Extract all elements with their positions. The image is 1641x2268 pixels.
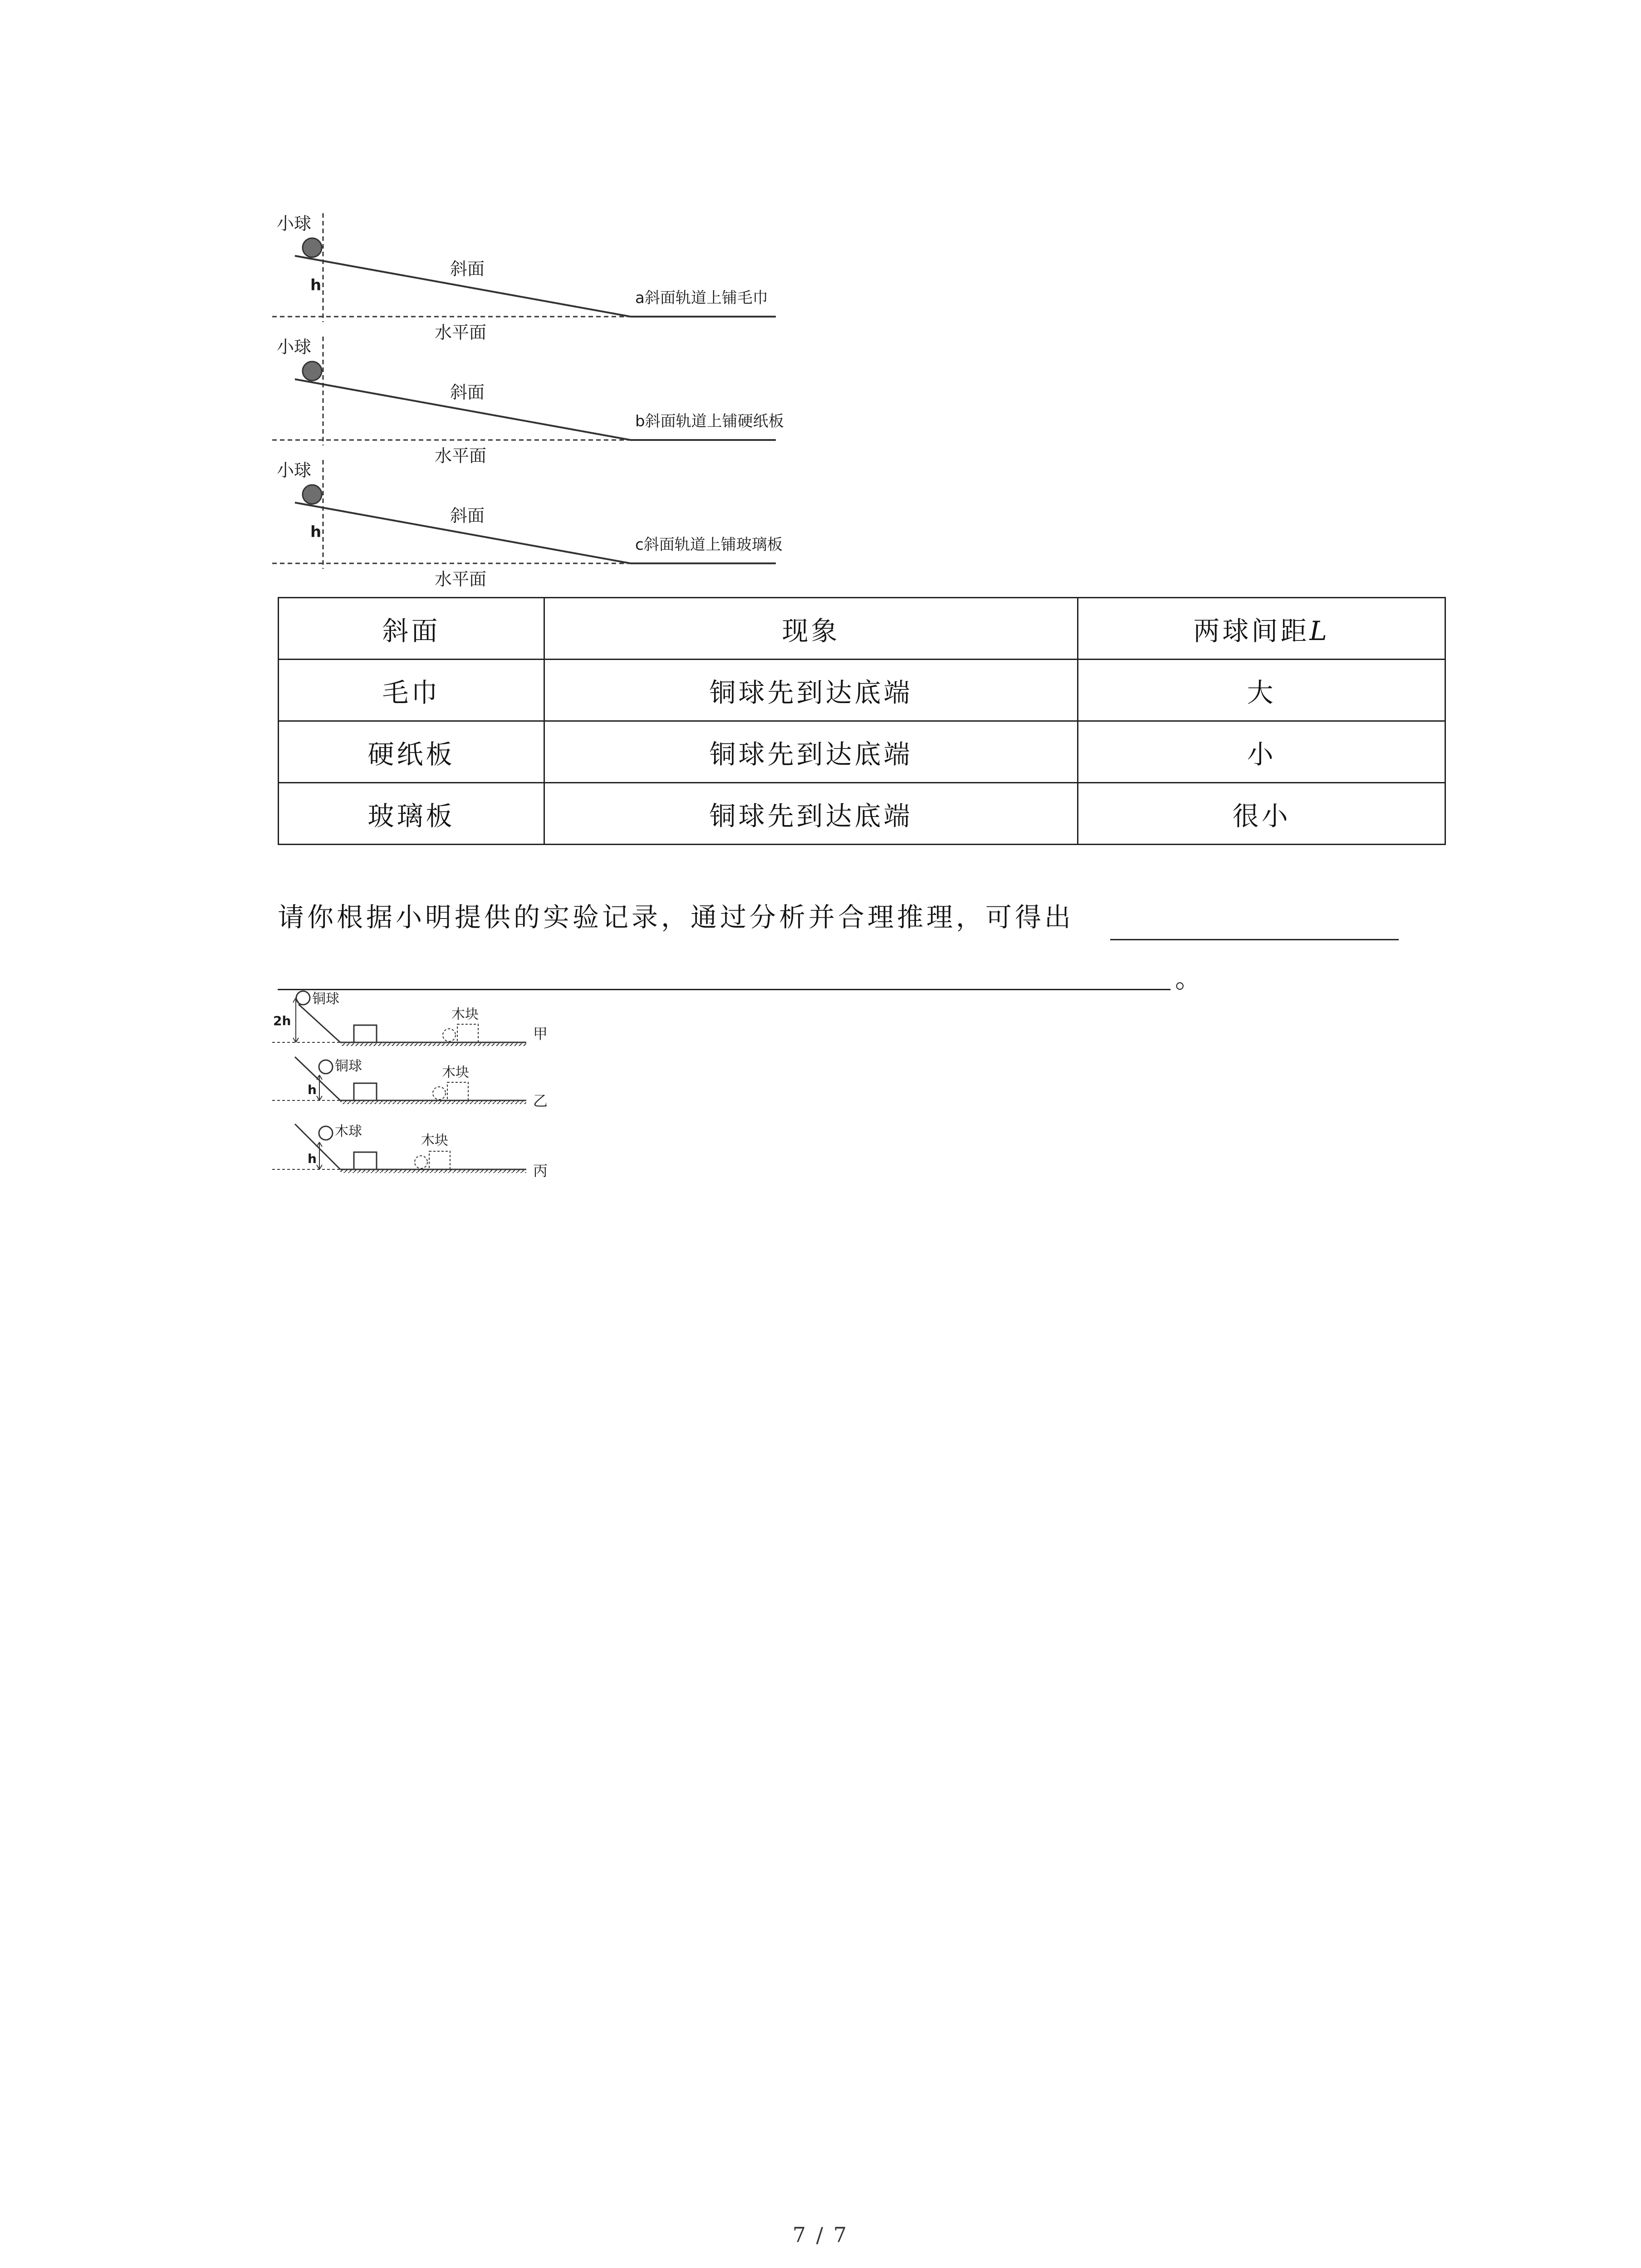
surface-label: c斜面轨道上铺玻璃板 — [635, 536, 783, 554]
block-icon — [354, 1083, 377, 1100]
height-label: h — [310, 523, 322, 541]
collision-panel-yi — [272, 1057, 548, 1110]
ball-icon — [319, 1126, 333, 1140]
answer-blank-line-1 — [1110, 939, 1399, 940]
block-label: 木块 — [451, 1007, 479, 1022]
table-cell: 铜球先到达底端 — [544, 721, 1078, 783]
experiment-table — [278, 597, 1446, 845]
horizontal-label: 水平面 — [435, 323, 487, 342]
table-row — [279, 721, 1445, 783]
collision-panel-jia — [272, 991, 548, 1046]
ball-icon — [303, 362, 322, 381]
block-icon — [354, 1025, 377, 1042]
collision-panel-bing — [272, 1124, 548, 1179]
header-incline: 斜面 — [279, 598, 544, 660]
surface-label: b斜面轨道上铺硬纸板 — [635, 412, 784, 430]
table-cell: 小 — [1078, 721, 1445, 783]
table-cell: 大 — [1078, 660, 1445, 721]
height-label: h — [310, 276, 322, 294]
collision-figure — [272, 989, 572, 1188]
slope-label: 斜面 — [450, 382, 485, 402]
page-number: 7 / 7 — [792, 2223, 849, 2247]
case-label: 甲 — [533, 1025, 548, 1042]
case-label: 丙 — [533, 1162, 548, 1179]
table-header-row — [279, 598, 1445, 660]
header-distance-symbol: L — [1309, 615, 1330, 646]
surface-label: a斜面轨道上铺毛巾 — [635, 289, 768, 307]
incline-panel-a — [272, 213, 776, 342]
ball-label: 小球 — [277, 460, 312, 480]
header-distance — [1078, 598, 1445, 660]
table-row — [279, 783, 1445, 845]
slope-label: 斜面 — [450, 506, 485, 526]
incline-panel-b — [272, 337, 784, 466]
table-cell: 硬纸板 — [279, 721, 544, 783]
slope-label: 斜面 — [450, 259, 485, 279]
table-cell: 铜球先到达底端 — [544, 660, 1078, 721]
question-end-mark: 。 — [1175, 963, 1202, 994]
incline-panel-c — [272, 460, 783, 589]
table-row — [279, 660, 1445, 721]
block-icon — [354, 1152, 377, 1169]
ball-icon — [319, 1060, 333, 1074]
ball-label: 铜球 — [335, 1058, 362, 1074]
table-cell: 铜球先到达底端 — [544, 783, 1078, 845]
ball-label: 木球 — [335, 1124, 362, 1139]
question-text: 请你根据小明提供的实验记录，通过分析并合理推理，可得出 — [278, 902, 1074, 933]
height-label: h — [308, 1151, 317, 1166]
ball-label: 小球 — [277, 337, 312, 357]
ball-icon — [296, 991, 310, 1005]
header-phenomenon: 现象 — [544, 598, 1078, 660]
table-cell: 玻璃板 — [279, 783, 544, 845]
horizontal-label: 水平面 — [435, 446, 487, 466]
height-label: 2h — [273, 1013, 291, 1028]
incline-figure — [272, 213, 839, 599]
table-cell: 很小 — [1078, 783, 1445, 845]
ball-icon — [303, 238, 322, 257]
height-label: h — [308, 1082, 317, 1097]
case-label: 乙 — [533, 1092, 548, 1110]
ball-label: 铜球 — [312, 991, 339, 1007]
header-distance-text: 两球间距 — [1193, 615, 1310, 646]
ball-label: 小球 — [277, 214, 312, 234]
ball-icon — [303, 485, 322, 504]
block-label: 木块 — [442, 1065, 469, 1080]
table-cell: 毛巾 — [279, 660, 544, 721]
horizontal-label: 水平面 — [435, 569, 487, 589]
block-label: 木块 — [421, 1133, 448, 1149]
